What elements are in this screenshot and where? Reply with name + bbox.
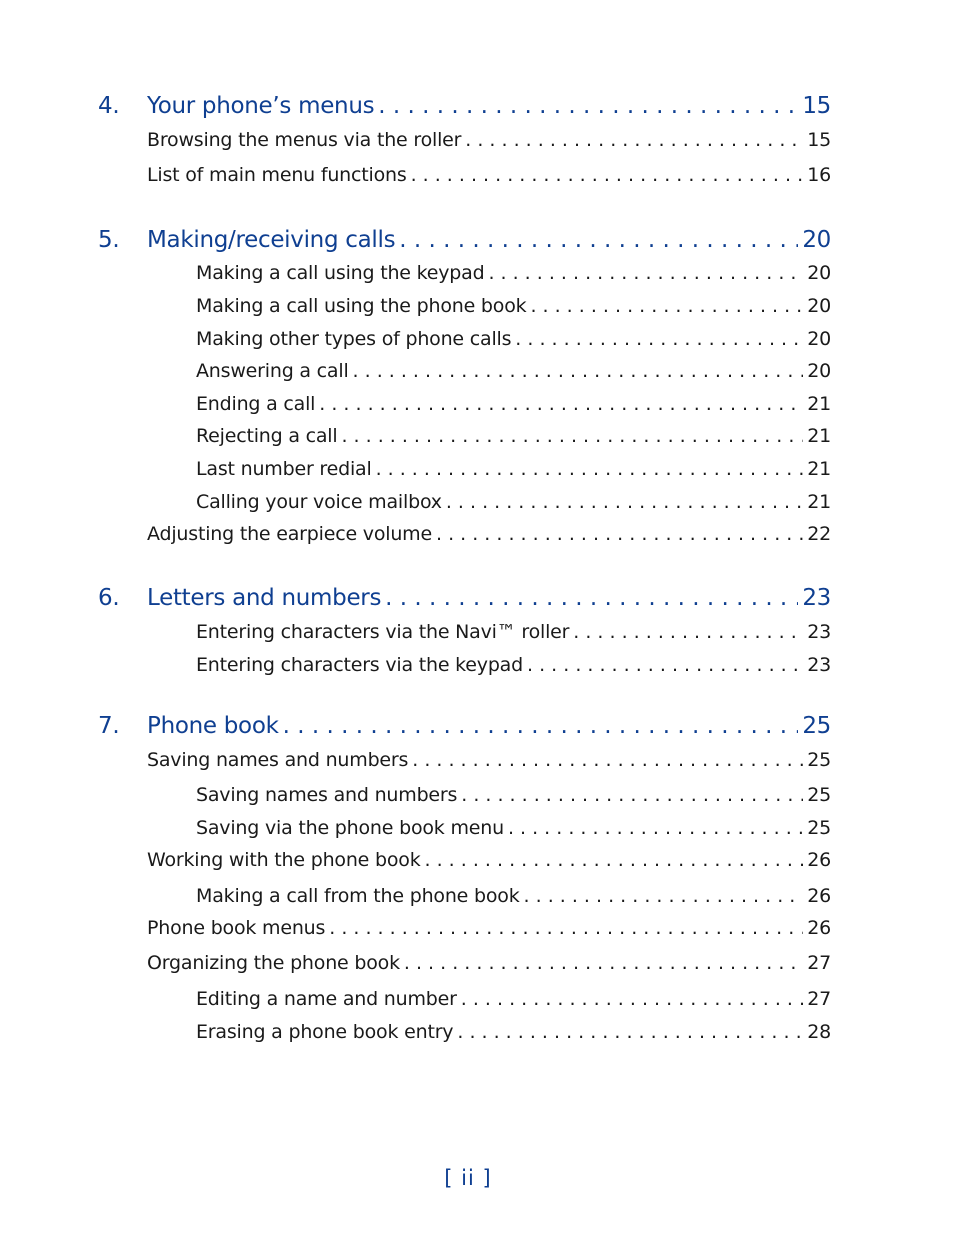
toc-entry[interactable] — [196, 784, 831, 806]
dot-leader — [376, 458, 804, 480]
dot-leader — [530, 295, 803, 317]
entry-title: Making a call using the keypad — [196, 262, 485, 284]
toc-entry[interactable] — [147, 952, 831, 974]
entry-title: Editing a name and number — [196, 988, 457, 1010]
dot-leader — [527, 654, 803, 676]
toc-entry[interactable] — [196, 885, 831, 907]
chapter-heading-7[interactable] — [98, 713, 831, 739]
page-number: 16 — [807, 164, 831, 186]
entry-title: Saving names and numbers — [196, 784, 458, 806]
page-number: 28 — [807, 1021, 831, 1043]
page-number: 25 — [807, 749, 831, 771]
toc-entry[interactable] — [196, 621, 831, 643]
page-number: 25 — [802, 713, 831, 739]
dot-leader — [465, 129, 803, 151]
dot-leader — [283, 713, 799, 739]
toc-entry[interactable] — [147, 129, 831, 151]
dot-leader — [425, 849, 804, 871]
page-number: 25 — [807, 817, 831, 839]
toc-entry[interactable] — [147, 917, 831, 939]
dot-leader — [457, 1021, 803, 1043]
dot-leader — [508, 817, 803, 839]
page-number: 21 — [807, 393, 831, 415]
dot-leader — [341, 425, 803, 447]
page-number: 26 — [807, 917, 831, 939]
page-number-footer: [ ii ] — [444, 1166, 492, 1190]
page-number: 23 — [802, 585, 831, 611]
dot-leader — [378, 93, 798, 119]
dot-leader — [411, 164, 804, 186]
chapter-heading-4[interactable] — [98, 93, 831, 119]
page-number: 22 — [807, 523, 831, 545]
toc-entry[interactable] — [196, 393, 831, 415]
page-number: 20 — [807, 295, 831, 317]
page-number: 15 — [802, 93, 831, 119]
entry-title: Erasing a phone book entry — [196, 1021, 454, 1043]
chapter-heading-5[interactable] — [98, 227, 831, 253]
entry-title: Rejecting a call — [196, 425, 338, 447]
dot-leader — [385, 585, 798, 611]
page-number: 21 — [807, 458, 831, 480]
entry-title: Browsing the menus via the roller — [147, 129, 462, 151]
entry-title: Adjusting the earpiece volume — [147, 523, 432, 545]
entry-title: Organizing the phone book — [147, 952, 400, 974]
toc-entry[interactable] — [196, 458, 831, 480]
page-number: 26 — [807, 849, 831, 871]
entry-title: Saving names and numbers — [147, 749, 409, 771]
page-number: 15 — [807, 129, 831, 151]
chapter-number: 4. — [98, 93, 120, 119]
page-number: 26 — [807, 885, 831, 907]
dot-leader — [329, 917, 803, 939]
page-number: 20 — [802, 227, 831, 253]
chapter-title: Phone book — [147, 713, 279, 739]
entry-title: Making other types of phone calls — [196, 328, 512, 350]
entry-title: Calling your voice mailbox — [196, 491, 442, 513]
page-number: 21 — [807, 491, 831, 513]
toc-entry[interactable] — [196, 262, 831, 284]
dot-leader — [461, 988, 803, 1010]
dot-leader — [488, 262, 803, 284]
entry-title: Ending a call — [196, 393, 316, 415]
chapter-title: Making/receiving calls — [147, 227, 396, 253]
page-number: 20 — [807, 328, 831, 350]
entry-title: Last number redial — [196, 458, 372, 480]
chapter-number: 7. — [98, 713, 120, 739]
toc-entry[interactable] — [196, 360, 831, 382]
page-number: 23 — [807, 654, 831, 676]
dot-leader — [524, 885, 804, 907]
page-number: 23 — [807, 621, 831, 643]
page-number: 25 — [807, 784, 831, 806]
dot-leader — [446, 491, 803, 513]
entry-title: List of main menu functions — [147, 164, 407, 186]
toc-entry[interactable] — [196, 425, 831, 447]
toc-entry[interactable] — [147, 849, 831, 871]
dot-leader — [319, 393, 803, 415]
page-number: 21 — [807, 425, 831, 447]
entry-title: Working with the phone book — [147, 849, 421, 871]
entry-title: Making a call from the phone book — [196, 885, 520, 907]
entry-title: Saving via the phone book menu — [196, 817, 504, 839]
toc-entry[interactable] — [147, 523, 831, 545]
toc-entry[interactable] — [196, 1021, 831, 1043]
entry-title: Entering characters via the Navi™ roller — [196, 621, 570, 643]
entry-title: Making a call using the phone book — [196, 295, 527, 317]
dot-leader — [436, 523, 803, 545]
page-number: 27 — [807, 952, 831, 974]
dot-leader — [399, 227, 798, 253]
chapter-number: 5. — [98, 227, 120, 253]
dot-leader — [353, 360, 804, 382]
toc-entry[interactable] — [147, 164, 831, 186]
dot-leader — [461, 784, 803, 806]
chapter-heading-6[interactable] — [98, 585, 831, 611]
dot-leader — [404, 952, 803, 974]
dot-leader — [515, 328, 803, 350]
entry-title: Entering characters via the keypad — [196, 654, 523, 676]
entry-title: Phone book menus — [147, 917, 326, 939]
page-number: 27 — [807, 988, 831, 1010]
chapter-number: 6. — [98, 585, 120, 611]
chapter-title: Your phone’s menus — [147, 93, 375, 119]
toc-entry[interactable] — [196, 654, 831, 676]
page-number: 20 — [807, 360, 831, 382]
toc-entry[interactable] — [147, 749, 831, 771]
dot-leader — [573, 621, 803, 643]
entry-title: Answering a call — [196, 360, 349, 382]
toc-entry[interactable] — [196, 491, 831, 513]
toc-entry[interactable] — [196, 295, 831, 317]
toc-entry[interactable] — [196, 817, 831, 839]
toc-entry[interactable] — [196, 988, 831, 1010]
page-number: 20 — [807, 262, 831, 284]
toc-entry[interactable] — [196, 328, 831, 350]
chapter-title: Letters and numbers — [147, 585, 382, 611]
dot-leader — [412, 749, 803, 771]
